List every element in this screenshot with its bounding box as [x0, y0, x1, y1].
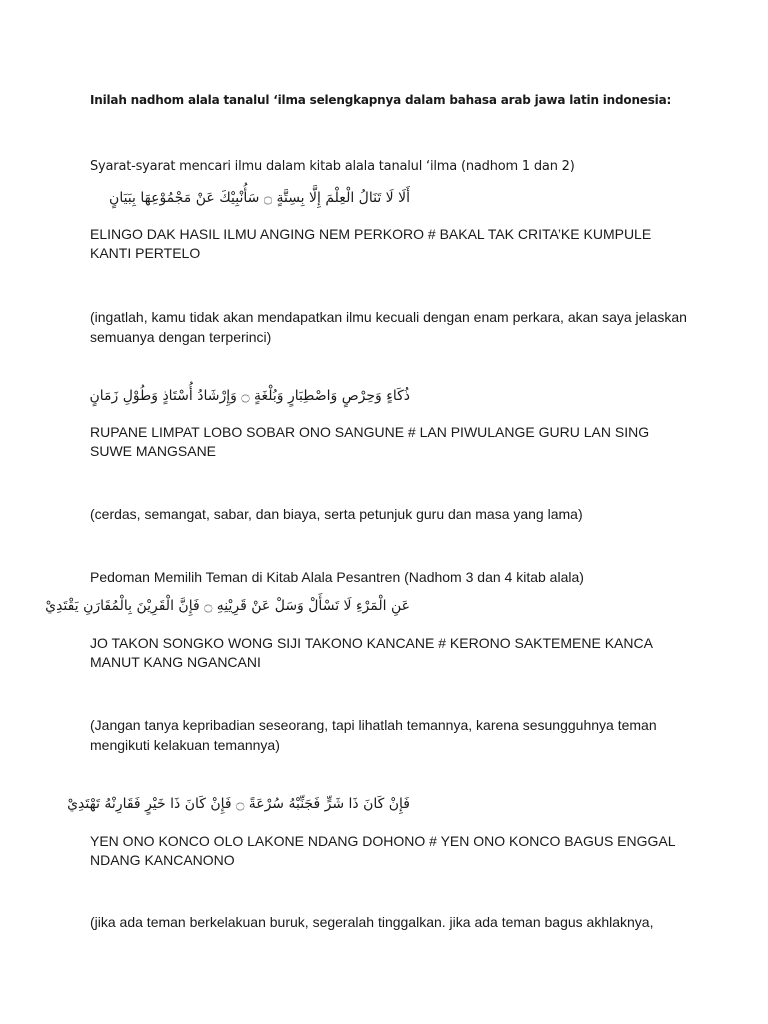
translation-verse-4: (jika ada teman berkelakuan buruk, segeralah tinggalkan. jika ada teman bagus akhlaknya, — [90, 914, 654, 930]
section-heading-syarat: Syarat-syarat mencari ilmu dalam kitab alala tanalul ‘ilma (nadhom 1 dan 2) — [90, 159, 575, 174]
javanese-verse-4: YEN ONO KONCO OLO LAKONE NDANG DOHONO # YEN ONO KONCO BAGUS ENGGAL NDANG KANCANONO — [90, 833, 676, 868]
arabic-verse-1: أَلَا لَا تَنَالُ الْعِلْمَ إِلَّا بِسِتَّةٍ ۝ سَأُنْبِيْكَ عَنْ مَجْمُوْعِهَا بِبَيَانٍ — [109, 190, 410, 206]
arabic-verse-4: فَإِنْ كَانَ ذَا شَرٍّ فَجَنِّبْهُ سُرْعَةً ۝ فَإِنْ كَانَ ذَا خَيْرٍ فَقَارِنْهُ تَهْتَدِيْ — [67, 796, 410, 812]
arabic-verse-2: ذُكَاءٍ وَحِرْصٍ وَاصْطِبَارٍ وَبُلْغَةٍ ۝ وَإِرْشَادُ أُسْتَاذٍ وَطُوْلِ زَمَانٍ — [89, 388, 410, 404]
arabic-verse-3: عَنِ الْمَرْءِ لَا تَسْأَلْ وَسَلْ عَنْ قَرِيْنِهِ ۝ فَإِنَّ الْقَرِيْنَ بِالْمُقَارَنِ يَقْتَدِيْ — [45, 598, 410, 614]
section-heading-pedoman: Pedoman Memilih Teman di Kitab Alala Pesantren (Nadhom 3 dan 4 kitab alala) — [90, 569, 584, 585]
javanese-verse-3: JO TAKON SONGKO WONG SIJI TAKONO KANCANE # KERONO SAKTEMENE KANCA MANUT KANG NGANCANI — [90, 635, 653, 670]
javanese-verse-1: ELINGO DAK HASIL ILMU ANGING NEM PERKORO # BAKAL TAK CRITA’KE KUMPULE KANTI PERTELO — [90, 226, 652, 261]
page-title: Inilah nadhom alala tanalul ‘ilma selengkapnya dalam bahasa arab jawa latin indonesia: — [90, 93, 672, 107]
javanese-verse-2: RUPANE LIMPAT LOBO SOBAR ONO SANGUNE # LAN PIWULANGE GURU LAN SING SUWE MANGSANE — [90, 424, 650, 459]
translation-verse-3: (Jangan tanya kepribadian seseorang, tapi lihatlah temannya, karena sesungguhnya teman mengikuti kelakuan temannya) — [90, 717, 657, 753]
translation-verse-1: (ingatlah, kamu tidak akan mendapatkan ilmu kecuali dengan enam perkara, akan saya jelaskan semuanya dengan terperinci) — [90, 309, 687, 345]
translation-verse-2: (cerdas, semangat, sabar, dan biaya, serta petunjuk guru dan masa yang lama) — [90, 506, 583, 522]
